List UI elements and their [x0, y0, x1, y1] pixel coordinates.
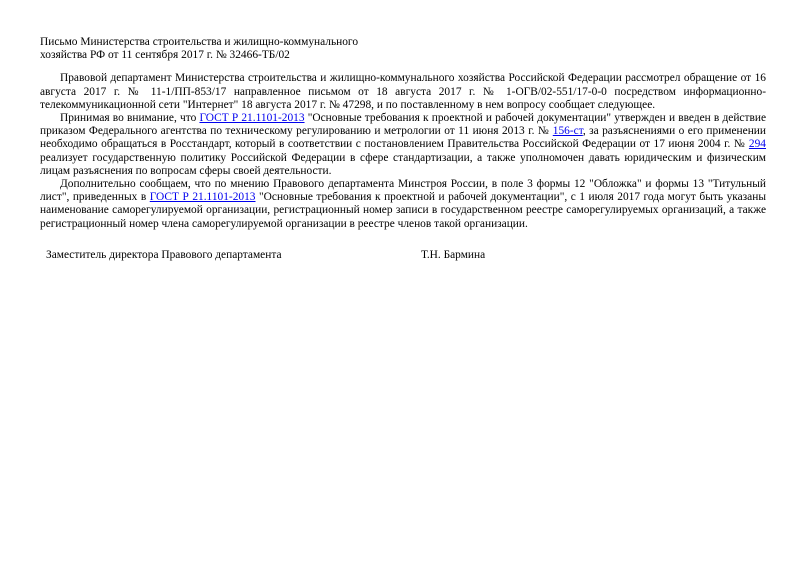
paragraph-1-text: Правовой департамент Министерства строительства и жилищно-коммунального хозяйства Российской Федерации рассмотрел обращение от 16 августа 2017 г. № 11-1/ПП-853/17 направленное письмом от 18 августа 2017 г. № 1-ОГВ/02-551/17-0-0 посредством информационно-телекоммуникационной сети "Интернет" 18 августа 2017 г. № 47298, и по поставленному в нем вопросу сообщает следующее.	[40, 72, 766, 111]
paragraph-2-text-3: , за разъяснениями о его применении необходимо обращаться в Росстандарт, который в соответствии с постановлением Правительства Российской Федерации от 17 июня 2004 г. №	[40, 125, 766, 151]
paragraph-2	[40, 112, 766, 178]
paragraph-3	[40, 178, 766, 231]
paragraph-2-text-4: реализует государственную политику Российской Федерации в сфере стандартизации, а также уполномочен давать юридическим и физическим лицам разъяснения по вопросам сферы своей деятельности.	[40, 151, 766, 177]
letter-document	[40, 36, 766, 263]
paragraph-3-text-1: Дополнительно сообщаем, что по мнению Правового департамента Минстроя России, в поле 3 формы 12 "Обложка" и формы 13 "Титульный лист", приведенных в	[40, 178, 766, 204]
gost-link[interactable]: ГОСТ Р 21.1101-2013	[199, 112, 305, 125]
heading-line-1: Письмо Министерства строительства и жилищно-коммунального	[40, 36, 359, 48]
signature-block	[40, 249, 766, 263]
paragraph-3-text-2: "Основные требования к проектной и рабочей документации", с 1 июля 2017 года могут быть указаны наименование саморегулируемой организации, регистрационный номер записи в государственном реестре саморегулируемых организаций, а также регистрационный номер члена саморегулируемой организации в реестре членов такой организации.	[40, 191, 766, 230]
gost-link-2[interactable]: ГОСТ Р 21.1101-2013	[149, 191, 256, 204]
signatory-name: Т.Н. Бармина	[421, 248, 486, 261]
paragraph-1	[40, 72, 766, 112]
paragraph-2-text-2: "Основные требования к проектной и рабочей документации" утвержден и введен в действие приказом Федерального агентства по техническому регулированию и метрологии от 11 июня 2013 г. №	[40, 112, 766, 138]
order-156-link[interactable]: 156-ст	[552, 125, 583, 138]
document-heading	[40, 36, 766, 62]
resolution-294-link[interactable]: 294	[748, 138, 766, 151]
signatory-role: Заместитель директора Правового департамента	[46, 248, 282, 261]
paragraph-2-text-1: Принимая во внимание, что	[60, 112, 200, 125]
heading-line-2: хозяйства РФ от 11 сентября 2017 г. № 32466-ТБ/02	[40, 49, 290, 62]
